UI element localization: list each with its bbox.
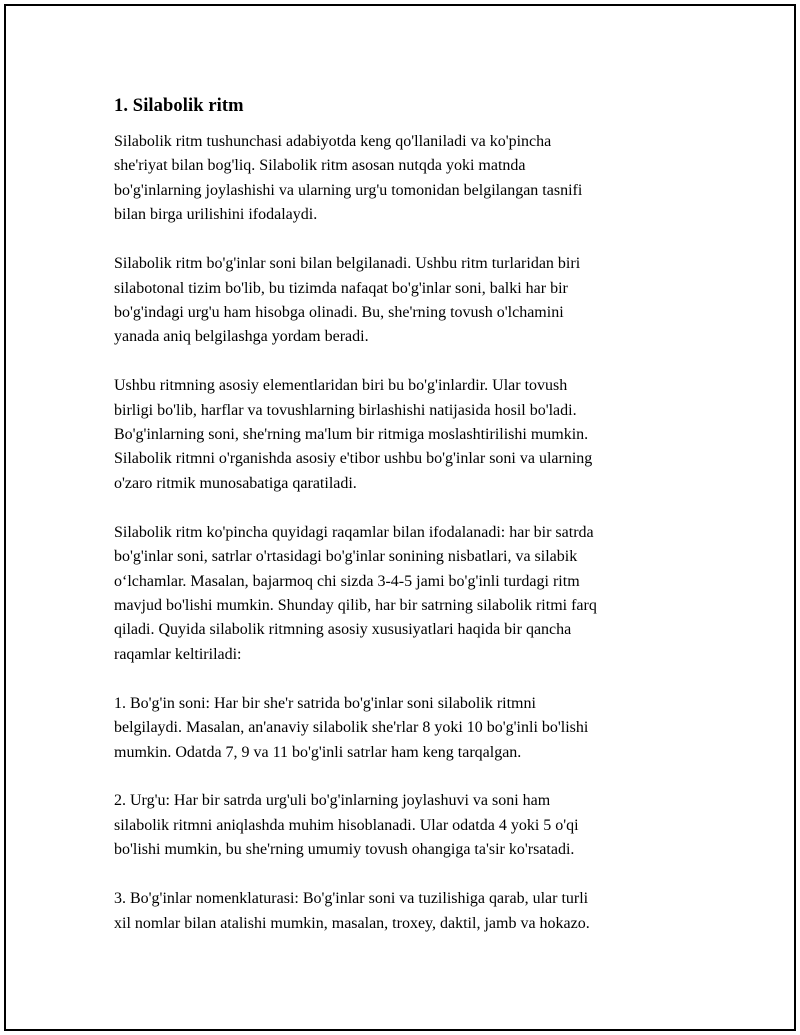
text-line: Bo'g'inlarning soni, she'rning ma'lum bir ritmiga moslashtirilishi mumkin. xyxy=(114,426,589,444)
text-line: bo'lishi mumkin, bu she'rning umumiy tovush ohangiga ta'sir ko'rsatadi. xyxy=(114,841,575,859)
list-item-1 xyxy=(114,692,674,765)
text-line: Silabolik ritm tushunchasi adabiyotda keng qo'llaniladi va ko'pincha xyxy=(114,133,552,150)
text-line: mumkin. Odatda 7, 9 va 11 bo'g'inli satrlar ham keng tarqalgan. xyxy=(114,743,522,761)
text-line: 3. Bo'g'inlar nomenklaturasi: Bo'g'inlar soni va tuzilishiga qarab, ular turli xyxy=(114,890,589,908)
text-line: Silabolik ritmni o'rganishda asosiy e'tibor ushbu bo'g'inlar soni va ularning xyxy=(114,450,593,468)
text-line: bo'g'inlarning joylashishi va ularning urg'u tomonidan belgilangan tasnifi xyxy=(114,181,583,199)
text-line: belgilaydi. Masalan, an'anaviy silabolik she'rlar 8 yoki 10 bo'g'inli bo'lishi xyxy=(114,719,589,737)
text-line: o‘lchamlar. Masalan, bajarmoq chi sizda 3-4-5 jami bo'g'inli turdagi ritm xyxy=(114,572,580,590)
text-line: birligi bo'lib, harflar va tovushlarning birlashishi natijasida hosil bo'ladi. xyxy=(114,401,577,419)
list-item-2 xyxy=(114,789,674,862)
text-line: o'zaro ritmik munosabatiga qaratiladi. xyxy=(114,474,357,492)
text-line: bilan birga urilishini ifodalaydi. xyxy=(114,206,318,224)
text-line: mavjud bo'lishi mumkin. Shunday qilib, har bir satrning silabolik ritmi farq xyxy=(114,597,597,614)
paragraph-1 xyxy=(114,130,674,228)
text-line: silabolik ritmni aniqlashda muhim hisoblanadi. Ular odatda 4 yoki 5 o'qi xyxy=(114,816,579,834)
paragraph-2 xyxy=(114,252,674,350)
text-line: yanada aniq belgilashga yordam beradi. xyxy=(114,328,369,346)
text-line: xil nomlar bilan atalishi mumkin, masalan, troxey, daktil, jamb va hokazo. xyxy=(114,914,590,932)
text-line: 2. Urg'u: Har bir satrda urg'uli bo'g'inlarning joylashuvi va soni ham xyxy=(114,792,551,810)
text-line: qiladi. Quyida silabolik ritmning asosiy xususiyatlari haqida bir qancha xyxy=(114,621,572,639)
list-item-3 xyxy=(114,887,674,936)
text-line: bo'g'inlar soni, satrlar o'rtasidagi bo'g'inlar sonining nisbatlari, va silabik xyxy=(114,548,578,566)
text-line: 1. Bo'g'in soni: Har bir she'r satrida bo'g'inlar soni silabolik ritmni xyxy=(114,694,536,712)
text-line: bo'g'indagi urg'u ham hisobga olinadi. Bu, she'rning tovush o'lchamini xyxy=(114,303,564,321)
paragraph-3 xyxy=(114,374,674,496)
text-line: Silabolik ritm ko'pincha quyidagi raqamlar bilan ifodalanadi: har bir satrda xyxy=(114,523,594,541)
section-heading: 1. Silabolik ritm xyxy=(114,96,244,116)
text-line: Ushbu ritmning asosiy elementlaridan biri bu bo'g'inlardir. Ular tovush xyxy=(114,377,568,395)
text-line: Silabolik ritm bo'g'inlar soni bilan belgilanadi. Ushbu ritm turlaridan biri xyxy=(114,255,581,273)
document-body xyxy=(114,93,674,960)
paragraph-4 xyxy=(114,521,674,667)
text-line: raqamlar keltiriladi: xyxy=(114,645,242,663)
text-line: she'riyat bilan bog'liq. Silabolik ritm asosan nutqda yoki matnda xyxy=(114,157,526,175)
text-line: silabotonal tizim bo'lib, bu tizimda nafaqat bo'g'inlar soni, balki har bir xyxy=(114,279,568,297)
